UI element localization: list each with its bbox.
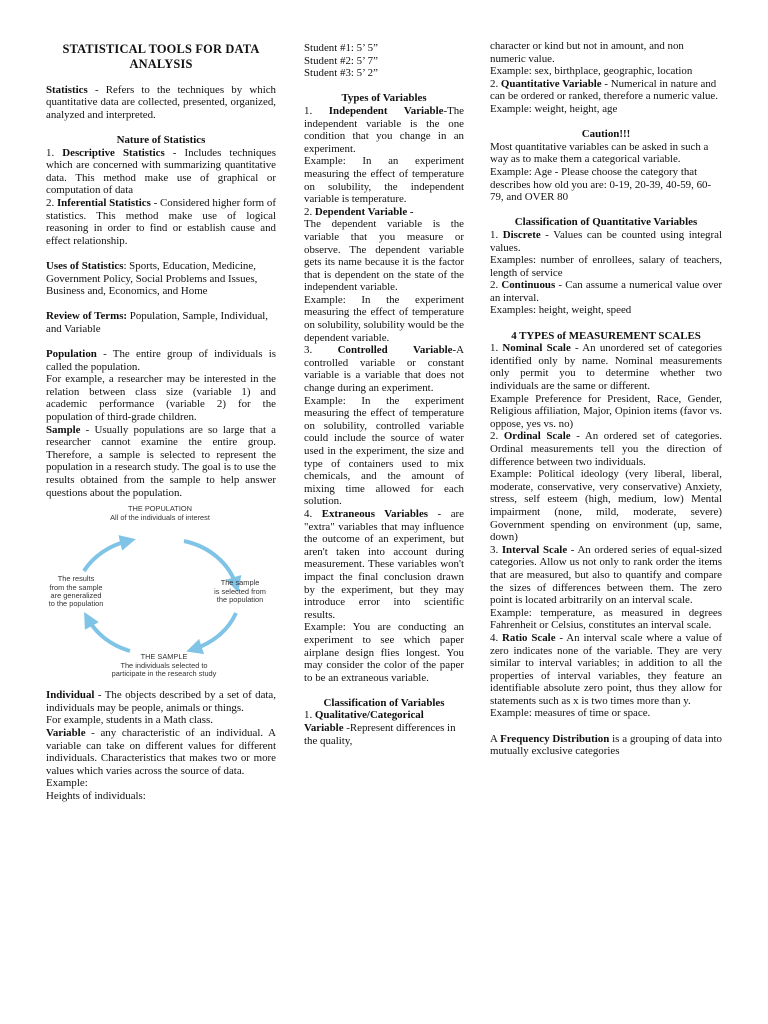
uses-of-statistics: Uses of Statistics: Sports, Education, Medicine, Government Policy, Social Problems and Issues, Business and, Economics, and Home (46, 259, 258, 298)
list-item-dependent-variable: 2. Dependent Variable - (304, 205, 414, 218)
list-item-continuous: 2. Continuous - Can assume a numerical value over an interval. (490, 279, 722, 304)
population-definition: Population - The entire group of individuals is called the population. (46, 348, 276, 373)
quantitative-variable-example: Example: weight, height, age (490, 102, 618, 115)
diagram-label-population: THE POPULATION All of the individuals of interest (110, 504, 210, 522)
list-item-ratio-scale: 4. Ratio Scale - An interval scale where a value of zero indicates none of the variable. They are very similar to interval variables; in addition to all the properties of interval variables, they feature an identifiable absolute zero point, thus they allow for statements such as x is two times more than y. (490, 631, 722, 707)
arrow-results-to-population (84, 541, 128, 571)
review-of-terms: Review of Terms: Population, Sample, Individual, and Variable (46, 310, 269, 335)
student-2-height: Student #2: 5’ 7” (304, 54, 378, 67)
list-item-independent-variable: 1. Independent Variable-The independent variable is the one condition that you change in an experiment. (304, 104, 464, 155)
controlled-variable-example: Example: In the experiment measuring the effect of temperature on solubility, controlled variable could include the source of water used in the experiment, the size and type of containers used to mix chemicals, and the amount of mixing time allowed for each solution. (304, 394, 464, 508)
column-3 (490, 40, 722, 758)
list-item-quantitative-variable: 2. Quantitative Variable - Numerical in nature and can be ordered or ranked, therefore a numeric value. (490, 77, 718, 103)
list-item-controlled-variable: 3. Controlled Variable-A controlled variable or constant variable is a variable that does not change during an experiment. (304, 344, 464, 395)
column-1 (46, 42, 276, 803)
list-item-interval-scale: 3. Interval Scale - An ordered series of equal-sized categories. Allow us not only to rank order the items that are measured, but also to quantify and compare the sizes of differences between them. The zero point is located arbitrarily on an interval scale. (490, 543, 723, 607)
ratio-scale-example: Example: measures of time or space. (490, 707, 651, 720)
heading-types-of-variables: Types of Variables (341, 92, 427, 105)
nominal-scale-example: Example Preference for President, Race, Gender, Religious affiliation, Major, Opinion items (favor vs. oppose, yes vs. no) (490, 392, 722, 430)
list-item-descriptive-statistics: 1. Descriptive Statistics - Includes techniques which are concerned with summarizing quantitative data. This method make use of graphical or computation of data (46, 146, 276, 197)
list-item-extraneous-variables: 4. Extraneous Variables - are "extra" variables that may influence the outcome of an experiment, but aren't taken into account during measurement. These variables won't impact the final conclusion drawn by the experiment, but they may introduce error into scientific results. (304, 507, 464, 621)
population-example: For example, a researcher may be interested in the relation between class size (variable 1) and academic performance (variable 2) for the population of third-grade children. (46, 373, 276, 424)
list-item-qualitative-variable: 1. Qualitative/Categorical Variable -Represent differences in the quality, (304, 709, 456, 747)
student-1-height: Student #1: 5’ 5” (304, 42, 378, 54)
statistics-definition: Statistics - Refers to the techniques by which quantitative data are collected, presented, organized, analyzed and interpreted. (46, 83, 276, 121)
individual-definition: Individual - The objects described by a set of data, individuals may be people, animals or things. (46, 689, 276, 714)
diagram-label-generalization: The results from the sample are generalized to the population (48, 574, 104, 609)
caution-example: Example: Age - Please choose the category that describes how old you are: 0-19, 20-39, 40-59, 60-79, and OVER 80 (490, 165, 712, 204)
sample-definition: Sample - Usually populations are so large that a researcher cannot examine the entire group. Therefore, a sample is selected to represent the population in a research study. The goal is to use the results obtained from the sample to help answer questions about the population. (46, 423, 276, 499)
column-2 (304, 42, 464, 747)
qualitative-variable-example: Example: sex, birthplace, geographic, location (490, 65, 693, 78)
heading-measurement-scales: 4 TYPES of MEASUREMENT SCALES (511, 329, 701, 342)
arrow-sample-to-results (88, 619, 130, 651)
qualitative-variable-continued: character or kind but not in amount, and non numeric value. (490, 40, 684, 65)
interval-scale-example: Example: temperature, as measured in degrees Fahrenheit or Celsius, constitutes an interval scale. (490, 606, 722, 632)
dependent-variable-example: Example: In the experiment measuring the effect of temperature on solubility, solubility would be the dependent variable. (304, 293, 464, 344)
frequency-distribution-definition: A Frequency Distribution is a grouping of data into mutually exclusive categories (490, 732, 722, 758)
list-item-ordinal-scale: 2. Ordinal Scale - An ordered set of categories. Ordinal measurements tell you the direction of difference between two individuals. (490, 430, 722, 468)
dependent-variable-definition: The dependent variable is the variable that you measure or observe. The dependent variable gets its name because it is the factor that is dependent on the state of the independent variable. (304, 218, 464, 294)
extraneous-variables-example: Example: You are conducting an experiment to see which paper airplane design flies longest. You may consider the color of the paper to be an extraneous variable. (304, 621, 464, 684)
arrow-sample-arc (194, 613, 236, 649)
heading-classification-of-variables: Classification of Variables (323, 696, 445, 709)
diagram-label-sample: THE SAMPLE The individuals selected to participate in the research study (111, 652, 217, 678)
list-item-nominal-scale: 1. Nominal Scale - An unordered set of categories identified only by name. Nominal measurements only permit you to determine whether two individuals are the same or different. (490, 342, 722, 393)
term-statistics: Statistics (46, 83, 88, 96)
population-sample-diagram (44, 501, 276, 685)
discrete-example: Examples: number of enrollees, salary of teachers, length of service (490, 254, 722, 279)
variable-definition: Variable - any characteristic of an individual. A variable can take on different values for different individuals. Characteristics that makes two or more values which varies across the source of data. (46, 726, 276, 777)
heading-nature-of-statistics: Nature of Statistics (116, 133, 206, 146)
caution-text: Most quantitative variables can be asked in such a way as to make them a categorical variable. (490, 140, 709, 166)
individual-example: For example, students in a Math class. (46, 714, 213, 727)
heading-caution: Caution!!! (581, 128, 631, 141)
example-label: Example: (46, 777, 88, 790)
independent-variable-example: Example: In an experiment measuring the effect of temperature on solubility, the independent variable is temperature. (304, 155, 464, 206)
page-title: STATISTICAL TOOLS FOR DATA ANALYSIS (62, 42, 260, 71)
diagram-label-selection: The sample is selected from the population (214, 578, 266, 604)
continuous-example: Examples: height, weight, speed (490, 304, 632, 317)
student-3-height: Student #3: 5’ 2” (304, 67, 378, 80)
heights-label: Heights of individuals: (46, 789, 146, 802)
ordinal-scale-example: Example: Political ideology (very liberal, liberal, moderate, conservative, very conservative) Anxiety, stress, self esteem (high, medium, low) Mental impairment (none, mild, moderate, severe) Government spending on environment (up, same, down) (490, 468, 722, 544)
list-item-inferential-statistics: 2. Inferential Statistics - Considered higher form of statistics. This method make use of logical reasoning in order to find or establish cause and effect relationship. (46, 196, 276, 247)
list-item-discrete: 1. Discrete - Values can be counted using integral values. (490, 228, 722, 254)
heading-classification-of-quantitative-variables: Classification of Quantitative Variables (514, 216, 698, 229)
